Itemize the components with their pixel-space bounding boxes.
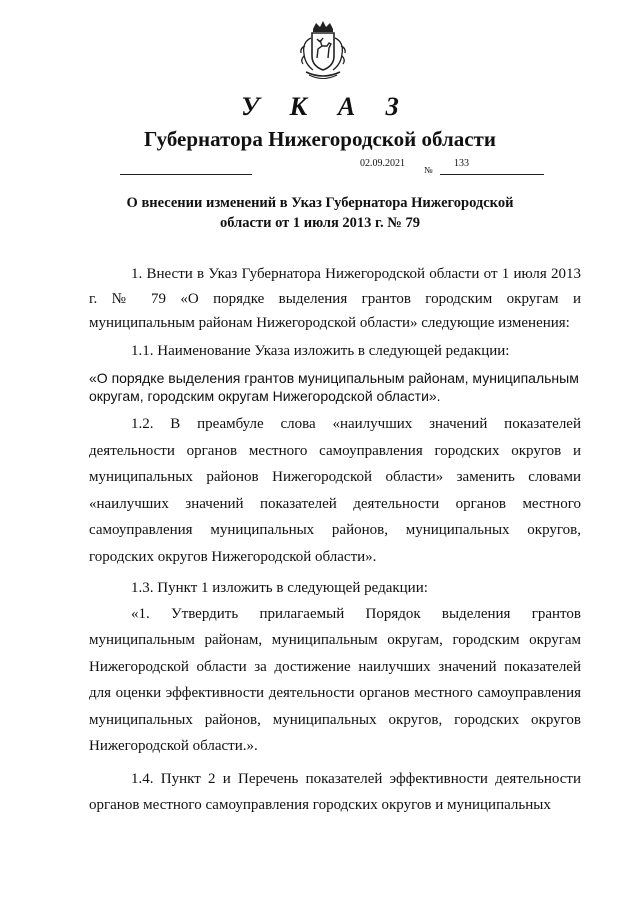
registration-line-right bbox=[440, 174, 544, 175]
registration-number: 133 bbox=[454, 158, 469, 169]
document-body bbox=[89, 262, 581, 819]
registration-date: 02.09.2021 bbox=[360, 158, 405, 169]
paragraph-1-3-text: «1. Утвердить прилагаемый Порядок выделения грантов муниципальным районам, муниципальным округам, городским округам Нижегородской области за достижение наилучших значений показателей для оценки эффективности деятельности органов местного самоуправления муниципальных районов, муниципальных округов, городских округов Нижегородской области.». bbox=[89, 605, 581, 754]
paragraph-1-3: 1.3. Пункт 1 изложить в следующей редакции: bbox=[131, 580, 428, 596]
paragraph-1-1: 1.1. Наименование Указа изложить в следующей редакции: bbox=[131, 342, 510, 359]
registration-line-left bbox=[120, 174, 252, 175]
quoted-title-line: округам, городским округам Нижегородской области». bbox=[89, 388, 441, 404]
document-heading bbox=[80, 193, 560, 233]
issuer-title: Губернатора Нижегородской области bbox=[144, 127, 496, 151]
document-heading-line: О внесении изменений в Указ Губернатора Нижегородской bbox=[126, 195, 514, 211]
registration-number-label: № bbox=[424, 165, 433, 175]
quoted-title bbox=[89, 369, 581, 405]
paragraph-1-2: 1.2. В преамбуле слова «наилучших значений показателей деятельности органов местного самоуправления городских округов и муниципальных районов Нижегородской области» заменить словами «наилучших значений показателей деятельности органов местного самоуправления муниципальных районов, муниципальных округов, городских округов Нижегородской области». bbox=[89, 416, 581, 565]
paragraph-1: 1. Внести в Указ Губернатора Нижегородской области от 1 июля 2013 г. № 79 «О порядке выделения грантов городским округам и муниципальным районам Нижегородской области» следующие изменения: bbox=[89, 266, 581, 331]
quoted-title-line: «О порядке выделения грантов муниципальным районам, муниципальным bbox=[89, 370, 579, 386]
document-heading-line: области от 1 июля 2013 г. № 79 bbox=[220, 215, 420, 231]
document-type-title: У К А З bbox=[241, 92, 411, 121]
coat-of-arms-emblem bbox=[296, 20, 350, 82]
paragraph-1-4: 1.4. Пункт 2 и Перечень показателей эффективности деятельности органов местного самоуправления городских округов и муниципальных bbox=[89, 770, 581, 813]
